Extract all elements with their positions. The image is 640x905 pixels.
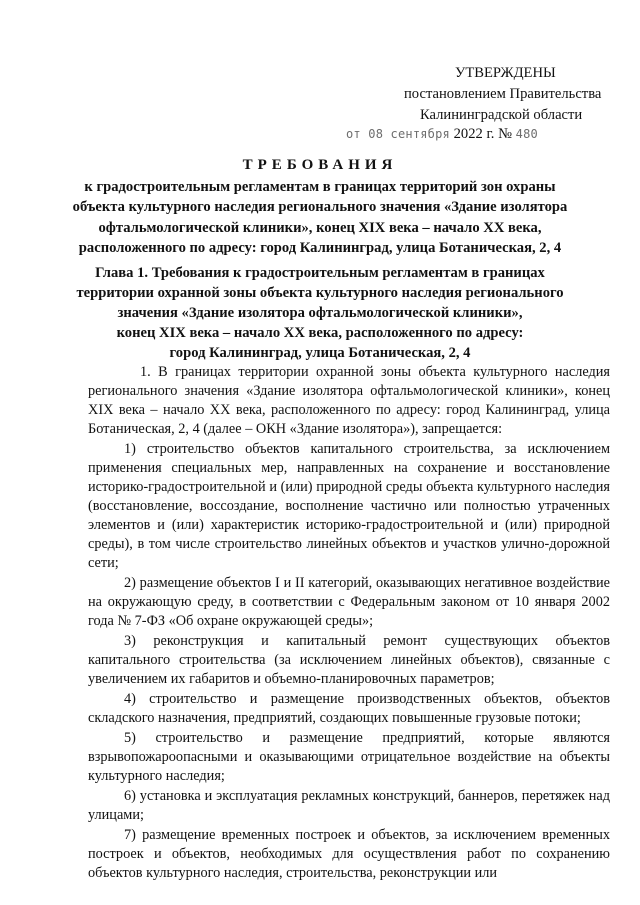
chapter-line: Глава 1. Требования к градостроительным регламентам в границах	[95, 265, 545, 281]
title-word: ТРЕБОВАНИЯ	[242, 157, 398, 173]
document-title	[70, 155, 570, 259]
list-item: 2) размещение объектов I и II категорий, оказывающих негативное воздействие на окружающую среду, в соответствии с Федеральным законом от 10 января 2002 года № 7-ФЗ «Об охране окружающей среды»;	[88, 575, 610, 629]
title-line: офтальмологической клиники», конец XIX века – начало XX века,	[98, 219, 542, 236]
title-line: к градостроительным регламентам в границах территорий зон охраны	[84, 178, 556, 195]
approval-year: 2022 г. №	[453, 126, 513, 142]
list-item: 5) строительство и размещение предприятий, которые являются взрывопожароопасными и оказывающими отрицательное воздействие на объекты культурного наследия;	[88, 730, 610, 784]
approval-stamp-date: от 08 сентября	[346, 127, 450, 141]
approval-date-line	[346, 124, 538, 145]
list-item: 6) установка и эксплуатация рекламных конструкций, баннеров, перетяжек над улицами;	[88, 788, 610, 823]
list-item: 3) реконструкция и капитальный ремонт существующих объектов капитального строительства (за исключением линейных объектов), связанные с увеличением их габаритов и объемно-планировочных параметров;	[88, 633, 610, 687]
chapter-line: значения «Здание изолятора офтальмологической клиники»,	[117, 305, 523, 321]
list-item: 1) строительство объектов капитального строительства, за исключением применения специальных мер, направленных на сохранение и восстановление историко-градостроительной и (или) природной среды объекта культурного наследия (восстановление, воссоздание, восполнение частично или полностью утраченных элементов и (или) характеристик историко-градостроительной и (или) природной среды), в том числе строительство линейных объектов и участков улично-дорожной сети;	[88, 441, 610, 571]
chapter-heading	[70, 263, 570, 363]
chapter-line: территории охранной зоны объекта культурного наследия регионального	[76, 285, 564, 301]
approval-heading: УТВЕРЖДЕНЫ	[455, 65, 556, 81]
approval-stamp-number: 480	[515, 127, 538, 141]
approval-issuer: постановлением Правительства	[404, 86, 602, 102]
document-body	[88, 363, 610, 883]
list-item: 4) строительство и размещение производственных объектов, объектов складского назначения, предприятий, создающих повышенные грузовые потоки;	[88, 691, 610, 726]
chapter-line: конец XIX века – начало XX века, расположенного по адресу:	[116, 325, 524, 341]
list-item: 7) размещение временных построек и объектов, за исключением временных построек и объектов, необходимых для осуществления работ по сохранению объектов культурного наследия, строительства, реконструкции или	[88, 827, 610, 881]
chapter-line: город Калининград, улица Ботаническая, 2, 4	[169, 345, 471, 361]
title-line: расположенного по адресу: город Калининград, улица Ботаническая, 2, 4	[78, 240, 562, 256]
approval-region: Калининградской области	[420, 107, 583, 123]
title-line: объекта культурного наследия регионального значения «Здание изолятора	[72, 199, 568, 215]
paragraph-main: 1. В границах территории охранной зоны объекта культурного наследия регионального значения «Здание изолятора офтальмологической клиники», конец XIX века – начало XX века, расположенного по адресу: город Калининград, улица Ботаническая, 2, 4 (далее – ОКН «Здание изолятора»), запрещается:	[88, 364, 610, 437]
